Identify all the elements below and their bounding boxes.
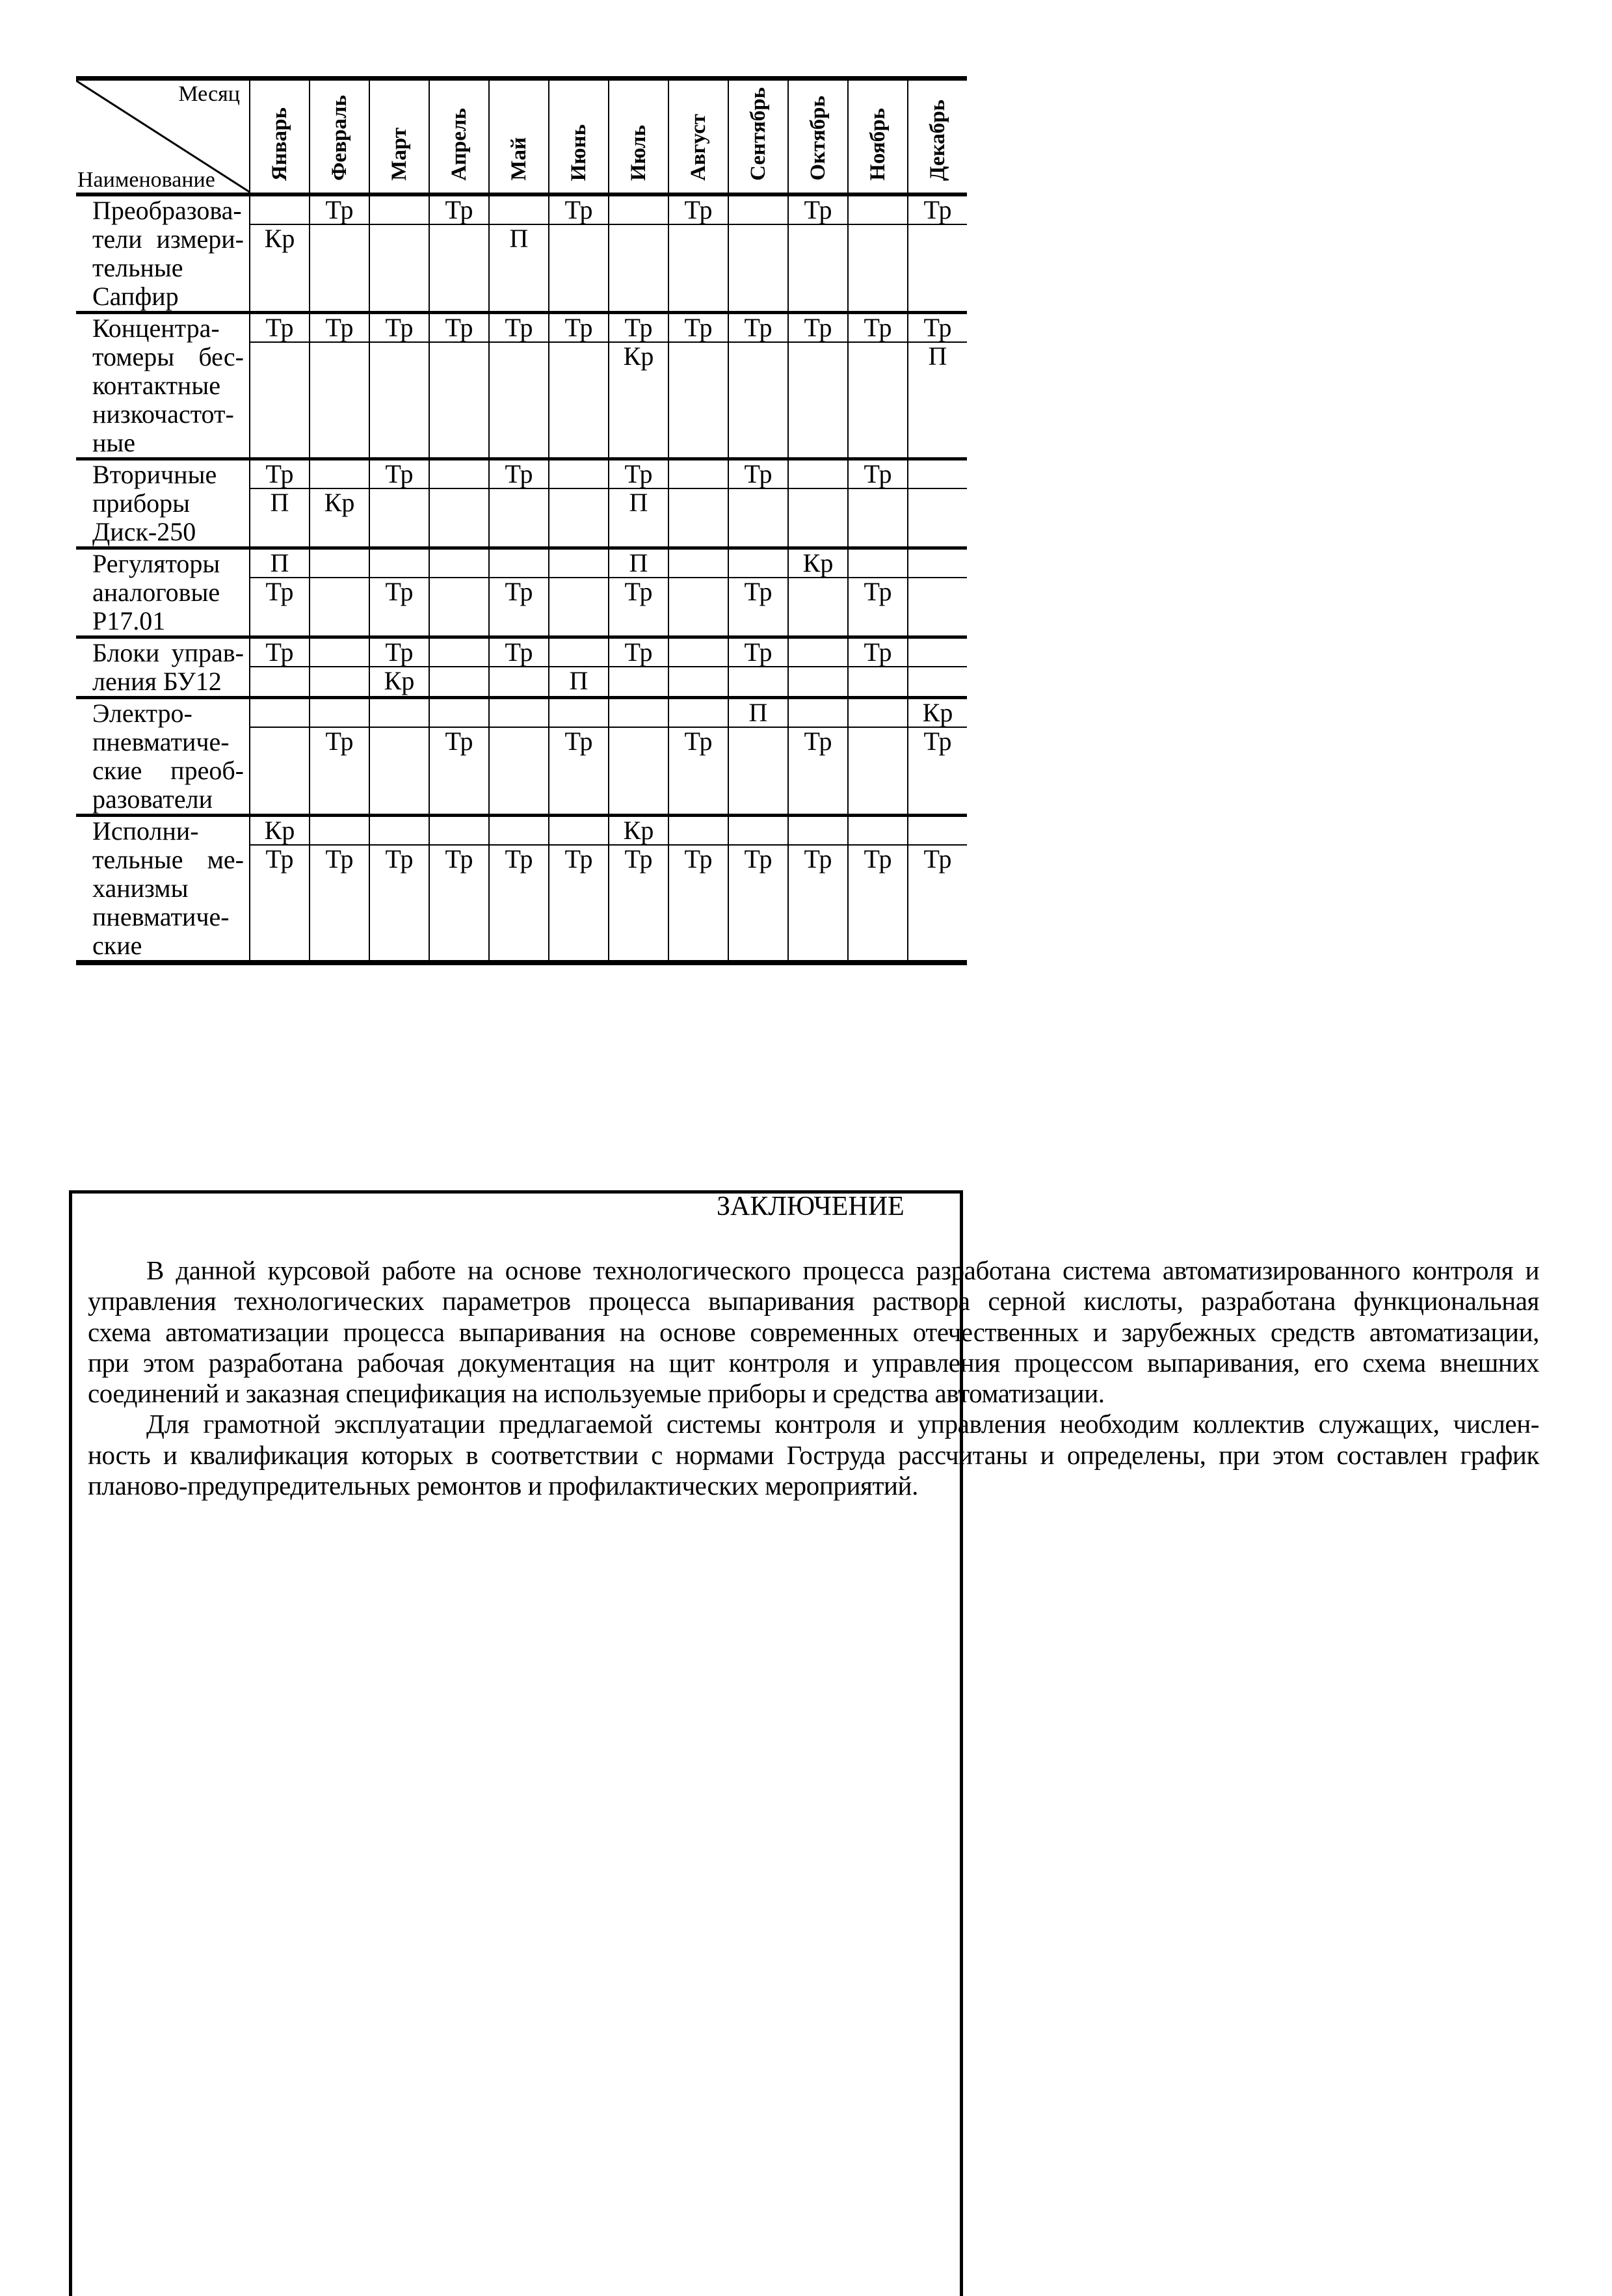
schedule-cell: Тр (789, 314, 849, 341)
month-label: Июль (626, 124, 650, 181)
conclusion-line: управления технологических параметров процесса выпаривания раствора серной кислоты, разработана функциональная (88, 1286, 1539, 1316)
schedule-cells (250, 639, 967, 696)
equipment-name-line: Сапфир (92, 282, 179, 311)
month-header-cell (250, 81, 310, 193)
schedule-cell (789, 817, 849, 844)
month-header-cell (430, 81, 490, 193)
month-header-cell (908, 81, 967, 193)
equipment-name (76, 699, 250, 814)
schedule-cell: П (928, 341, 947, 371)
schedule-cell (729, 343, 789, 457)
schedule-cell: Тр (849, 846, 908, 960)
equipment-name (76, 196, 250, 311)
schedule-cells (250, 699, 967, 814)
schedule-cell: Тр (549, 728, 609, 814)
schedule-cell (789, 667, 849, 696)
schedule-cell: Тр (370, 578, 430, 635)
equipment-group-row (76, 196, 967, 314)
schedule-cell: Тр (430, 846, 490, 960)
equipment-name-line: Р17.01 (92, 606, 166, 635)
schedule-cell: Кр (609, 817, 669, 844)
schedule-cell (370, 550, 430, 577)
schedule-cell: Тр (250, 639, 310, 666)
conclusion-line: ность и квалификация которых в соответствии с нормами Гоструда рассчитаны и определены, при этом составлен график (88, 1439, 1539, 1470)
schedule-cell: Тр (609, 461, 669, 488)
schedule-cell: П (250, 550, 310, 577)
schedule-cell: Тр (549, 314, 609, 341)
schedule-cell (729, 489, 789, 546)
schedule-cell: Тр (430, 728, 490, 814)
conclusion-line: В данной курсовой работе на основе технологического процесса разработана система автоматизированного контроля и (146, 1255, 1539, 1285)
conclusion-body (88, 1255, 1539, 1501)
schedule-cell (549, 817, 609, 844)
schedule-cell (490, 489, 549, 546)
equipment-name-line: ские преоб- (92, 756, 244, 785)
schedule-subrow (250, 699, 967, 728)
schedule-cell (490, 343, 549, 457)
equipment-name-line: Электро- (92, 699, 192, 728)
schedule-cell (549, 578, 609, 635)
schedule-cell: П (250, 489, 310, 546)
schedule-cell (849, 225, 908, 311)
schedule-subrow (250, 314, 967, 343)
schedule-cell (609, 196, 669, 224)
schedule-cell (849, 728, 908, 814)
schedule-cell (370, 196, 430, 224)
conclusion-line: схема автоматизации процесса выпаривания на основе современных отечественных и зарубежных средств автоматизации, (88, 1316, 1539, 1347)
schedule-cell: Тр (789, 846, 849, 960)
schedule-cell: Тр (250, 314, 310, 341)
schedule-cell: Тр (549, 196, 609, 224)
equipment-name-line: аналоговые (92, 578, 220, 607)
schedule-cell: Кр (789, 550, 849, 577)
equipment-name-line: Блоки управ- (92, 638, 244, 667)
schedule-cell (849, 489, 908, 546)
schedule-cell (549, 343, 609, 457)
schedule-cell: П (490, 225, 549, 311)
month-label: Декабрь (925, 99, 949, 181)
month-header-cell (729, 81, 789, 193)
month-label: Октябрь (806, 96, 830, 181)
schedule-cell: Тр (729, 461, 789, 488)
month-header-cell (669, 81, 729, 193)
schedule-cell (490, 699, 549, 727)
schedule-cell (669, 343, 729, 457)
schedule-cell (310, 225, 370, 311)
schedule-subrow (250, 489, 967, 546)
schedule-cell (310, 550, 370, 577)
equipment-name-line: томеры бес- (92, 342, 244, 371)
schedule-subrow (250, 196, 967, 225)
maintenance-schedule-table (76, 76, 967, 965)
schedule-cell: Тр (310, 846, 370, 960)
schedule-cell (549, 639, 609, 666)
equipment-name (76, 314, 250, 457)
schedule-cell: Тр (669, 196, 729, 224)
equipment-name-line: контактные (92, 371, 220, 400)
equipment-name-line: Диск-250 (92, 517, 196, 546)
schedule-cell (729, 196, 789, 224)
schedule-cell: Тр (609, 639, 669, 666)
schedule-cell (490, 550, 549, 577)
schedule-subrow (250, 728, 967, 814)
equipment-name-line: тельные ме- (92, 845, 244, 874)
schedule-cell: Кр (310, 489, 370, 546)
schedule-cell: Тр (609, 578, 669, 635)
schedule-cell: Тр (923, 844, 952, 874)
conclusion-line: при этом разработана рабочая документация на щит контроля и управления процессом выпаривания, его схема внешних (88, 1347, 1539, 1378)
schedule-subrow (250, 846, 967, 960)
schedule-cell (490, 817, 549, 844)
schedule-cell (370, 489, 430, 546)
schedule-cell (729, 667, 789, 696)
schedule-subrow (250, 817, 967, 846)
month-header-cell (370, 81, 430, 193)
month-label: Февраль (327, 95, 351, 181)
schedule-cell (609, 225, 669, 311)
schedule-cell (908, 461, 967, 488)
equipment-name-line: ханизмы (92, 874, 189, 903)
schedule-cell (250, 196, 310, 224)
header-corner-cell (76, 81, 250, 193)
equipment-name-line: Исполни- (92, 816, 199, 846)
equipment-name-line: Преобразова- (92, 196, 242, 225)
schedule-cell: Тр (370, 846, 430, 960)
equipment-name (76, 461, 250, 546)
schedule-cell (908, 817, 967, 844)
schedule-cell: Тр (729, 846, 789, 960)
schedule-cell (849, 699, 908, 727)
month-header-cell (549, 81, 609, 193)
schedule-cell (370, 343, 430, 457)
schedule-cell: Тр (849, 639, 908, 666)
schedule-cell: Тр (729, 639, 789, 666)
equipment-name-line: тельные (92, 253, 183, 282)
schedule-cell (908, 667, 967, 696)
schedule-cell (549, 550, 609, 577)
schedule-cell (310, 639, 370, 666)
schedule-cell: П (609, 550, 669, 577)
conclusion-title: ЗАКЛЮЧЕНИЕ (717, 1192, 905, 1221)
schedule-cell (430, 578, 490, 635)
schedule-cell (849, 343, 908, 457)
schedule-subrow (250, 639, 967, 667)
schedule-cell (669, 639, 729, 666)
schedule-cell: Тр (310, 314, 370, 341)
equipment-name (76, 550, 250, 635)
schedule-cell (729, 728, 789, 814)
schedule-cell: Тр (430, 314, 490, 341)
schedule-subrow (250, 225, 967, 311)
schedule-cell: Кр (609, 343, 669, 457)
schedule-cell (310, 699, 370, 727)
equipment-name-line: Вторичные (92, 460, 217, 489)
schedule-cell: Тр (549, 846, 609, 960)
schedule-cell: Тр (250, 461, 310, 488)
schedule-subrow (250, 461, 967, 489)
schedule-cell: Тр (669, 314, 729, 341)
month-label: Август (686, 114, 710, 181)
month-label: Март (387, 127, 411, 181)
equipment-group-row (76, 314, 967, 461)
schedule-cell: Тр (370, 461, 430, 488)
schedule-cell: П (609, 489, 669, 546)
schedule-cell (669, 578, 729, 635)
equipment-group-row (76, 550, 967, 639)
schedule-cell (849, 196, 908, 224)
schedule-cell (490, 728, 549, 814)
schedule-cell (849, 667, 908, 696)
schedule-cell: Тр (669, 728, 729, 814)
table-header (76, 76, 967, 196)
equipment-group-row (76, 699, 967, 817)
schedule-cell (789, 461, 849, 488)
schedule-cell: Тр (490, 639, 549, 666)
schedule-cell (310, 578, 370, 635)
schedule-cell (430, 817, 490, 844)
schedule-cell (549, 461, 609, 488)
schedule-cell (310, 817, 370, 844)
schedule-cells (250, 314, 967, 457)
schedule-cell (609, 728, 669, 814)
schedule-cell (908, 639, 967, 666)
conclusion-line: планово-предупредительных ремонтов и профилактических мероприятий. (88, 1471, 918, 1501)
schedule-cell (729, 550, 789, 577)
schedule-cell (430, 550, 490, 577)
month-axis-label: Месяц (178, 82, 240, 106)
schedule-cell (490, 667, 549, 696)
schedule-cell (430, 699, 490, 727)
schedule-cell (789, 225, 849, 311)
month-header-cell (609, 81, 669, 193)
schedule-cell (310, 461, 370, 488)
equipment-name-line: пневматиче- (92, 902, 230, 931)
schedule-subrow (250, 343, 967, 457)
schedule-cell: Тр (490, 846, 549, 960)
name-axis-label: Наименование (77, 168, 215, 192)
schedule-cell (669, 489, 729, 546)
schedule-cell (549, 699, 609, 727)
schedule-subrow (250, 550, 967, 578)
schedule-cell: Тр (789, 728, 849, 814)
schedule-cell: Тр (849, 314, 908, 341)
schedule-cells (250, 817, 967, 960)
schedule-cell (908, 489, 967, 546)
schedule-cell: Тр (609, 846, 669, 960)
equipment-group-row (76, 461, 967, 550)
schedule-cell (609, 699, 669, 727)
schedule-cells (250, 550, 967, 635)
schedule-cell (370, 728, 430, 814)
month-header-cell (310, 81, 370, 193)
schedule-cell: Тр (729, 314, 789, 341)
equipment-name (76, 817, 250, 960)
equipment-name-line: ные (92, 428, 136, 457)
schedule-cell (430, 225, 490, 311)
schedule-subrow (250, 667, 967, 696)
schedule-cell (849, 817, 908, 844)
schedule-cell (789, 343, 849, 457)
equipment-name-line: низкочастот- (92, 399, 234, 429)
schedule-cell (729, 817, 789, 844)
schedule-cell (250, 667, 310, 696)
month-label: Июнь (566, 124, 590, 181)
schedule-subrow (250, 578, 967, 635)
schedule-cell: Кр (250, 225, 310, 311)
equipment-name-line: ления БУ12 (92, 667, 222, 696)
schedule-cell (669, 225, 729, 311)
schedule-cell (669, 461, 729, 488)
schedule-cell (789, 699, 849, 727)
schedule-cell (549, 489, 609, 546)
schedule-cell: Тр (250, 846, 310, 960)
schedule-cell: Тр (923, 313, 952, 342)
schedule-cell (430, 461, 490, 488)
schedule-cell (908, 578, 967, 635)
schedule-cell (669, 817, 729, 844)
schedule-cell: Кр (370, 667, 430, 696)
equipment-name-line: ские (92, 931, 142, 960)
schedule-cell: Тр (923, 727, 952, 756)
schedule-cell: П (549, 667, 609, 696)
schedule-cell (430, 667, 490, 696)
month-label: Сентябрь (746, 87, 770, 181)
schedule-cells (250, 196, 967, 311)
schedule-cell (370, 225, 430, 311)
schedule-cell (789, 639, 849, 666)
schedule-cell (609, 667, 669, 696)
equipment-name (76, 639, 250, 696)
month-header-cell (490, 81, 549, 193)
schedule-cell (729, 225, 789, 311)
schedule-cell (549, 225, 609, 311)
schedule-cell: Кр (922, 698, 953, 727)
schedule-cell (669, 667, 729, 696)
equipment-name-line: пневматиче- (92, 727, 230, 756)
schedule-cell: Тр (310, 196, 370, 224)
schedule-cell: Тр (370, 314, 430, 341)
schedule-cell: Тр (430, 196, 490, 224)
equipment-group-row (76, 817, 967, 965)
equipment-group-row (76, 639, 967, 699)
schedule-cell: Тр (490, 314, 549, 341)
schedule-cell: Тр (923, 195, 952, 224)
schedule-cell: Тр (250, 578, 310, 635)
schedule-cell: Тр (729, 578, 789, 635)
schedule-cell: Тр (849, 578, 908, 635)
schedule-cell (908, 225, 967, 311)
schedule-cell (430, 343, 490, 457)
schedule-cell (908, 550, 967, 577)
schedule-cell (669, 550, 729, 577)
schedule-cell (789, 489, 849, 546)
schedule-cell (250, 728, 310, 814)
equipment-name-line: Концентра- (92, 314, 220, 343)
schedule-cell (250, 343, 310, 457)
schedule-cell (789, 578, 849, 635)
schedule-cells (250, 461, 967, 546)
schedule-cell (430, 639, 490, 666)
equipment-name-line: приборы (92, 488, 191, 518)
schedule-cell (310, 343, 370, 457)
schedule-cell (370, 699, 430, 727)
schedule-cell (370, 817, 430, 844)
schedule-cell: Тр (490, 461, 549, 488)
schedule-cell: Тр (789, 196, 849, 224)
schedule-cell: Тр (310, 728, 370, 814)
schedule-cell (490, 196, 549, 224)
schedule-cell (250, 699, 310, 727)
month-label: Ноябрь (865, 108, 890, 181)
schedule-cell (310, 667, 370, 696)
month-header-cell (849, 81, 908, 193)
schedule-cell: Тр (609, 314, 669, 341)
schedule-cell (669, 699, 729, 727)
month-label: Апрель (447, 108, 471, 181)
equipment-name-line: тели измери- (92, 224, 244, 254)
month-label: Май (507, 137, 531, 181)
month-header-cell (789, 81, 849, 193)
equipment-name-line: разователи (92, 784, 213, 814)
schedule-cell: Тр (669, 846, 729, 960)
conclusion-line: соединений и заказная спецификация на используемые приборы и средства автоматизации. (88, 1378, 1105, 1409)
schedule-cell: П (729, 699, 789, 727)
conclusion-line: Для грамотной эксплуатации предлагаемой системы контроля и управления необходим коллектив служащих, числен- (146, 1409, 1539, 1439)
schedule-cell: Кр (250, 817, 310, 844)
schedule-cell: Тр (849, 461, 908, 488)
month-label: Январь (267, 107, 291, 181)
schedule-cell (430, 489, 490, 546)
schedule-cell (849, 550, 908, 577)
schedule-cell: Тр (490, 578, 549, 635)
schedule-cell: Тр (370, 639, 430, 666)
equipment-name-line: Регуляторы (92, 549, 220, 578)
